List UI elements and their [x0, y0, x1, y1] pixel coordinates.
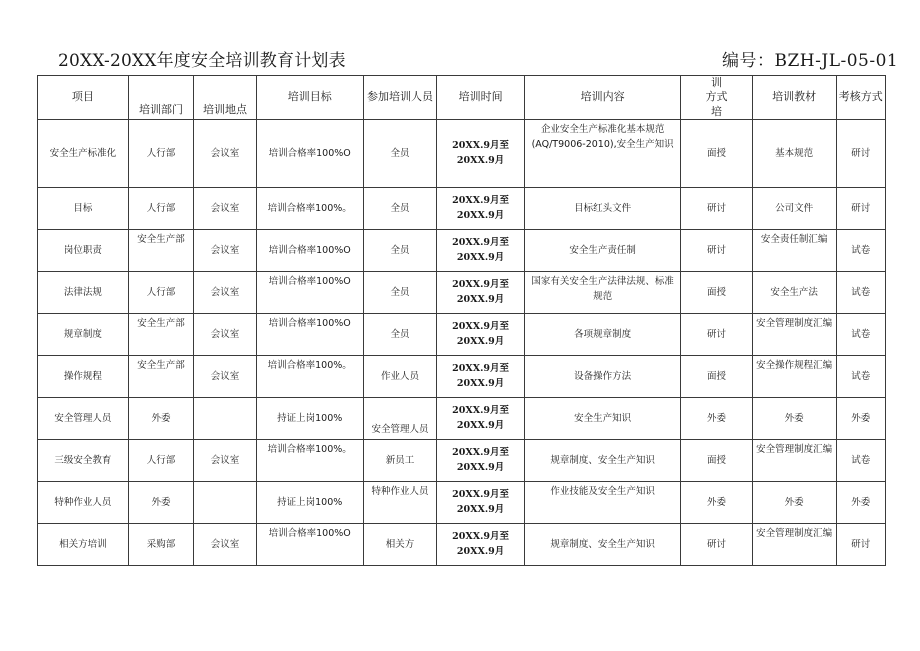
cell-time — [437, 271, 525, 313]
cell-goal: 持证上岗100% — [256, 397, 363, 439]
cell-goal: 培训合格率100%O — [256, 229, 363, 271]
table-header-row — [38, 76, 886, 120]
cell-material: 安全责任制汇编 — [752, 229, 836, 271]
cell-assessment: 试卷 — [836, 313, 885, 355]
cell-dept: 安全生产部 — [128, 355, 194, 397]
cell-dept: 人行部 — [128, 119, 194, 187]
col-header-method: 训 方式 培 — [681, 76, 753, 120]
cell-item: 规章制度 — [38, 313, 129, 355]
cell-dept: 人行部 — [128, 271, 194, 313]
cell-goal: 培训合格率100%。 — [256, 187, 363, 229]
cell-content: 作业技能及安全生产知识 — [524, 481, 680, 523]
cell-dept: 人行部 — [128, 439, 194, 481]
cell-time — [437, 229, 525, 271]
cell-goal: 培训合格率100%。 — [256, 439, 363, 481]
time-start: 20XX.9月至 — [452, 140, 510, 152]
table-row — [38, 229, 886, 271]
cell-material: 安全管理制度汇编 — [752, 313, 836, 355]
time-start: 20XX.9月至 — [452, 531, 510, 543]
cell-assessment: 试卷 — [836, 439, 885, 481]
document-number: 编号：BZH-JL-05-01 — [722, 51, 899, 71]
table-row — [38, 271, 886, 313]
time-start: 20XX.9月至 — [452, 489, 510, 501]
cell-method: 面授 — [681, 271, 753, 313]
cell-place — [194, 397, 257, 439]
cell-place: 会议室 — [194, 523, 257, 565]
time-end: 20XX.9月 — [456, 155, 505, 167]
document-title: 20XX-20XX年度安全培训教育计划表 — [58, 51, 346, 71]
cell-time — [437, 481, 525, 523]
time-end: 20XX.9月 — [456, 546, 505, 558]
cell-content: 国家有关安全生产法律法规、标准规范 — [524, 271, 680, 313]
cell-time — [437, 313, 525, 355]
table-row — [38, 481, 886, 523]
cell-item: 三级安全教育 — [38, 439, 129, 481]
table-row — [38, 313, 886, 355]
time-start: 20XX.9月至 — [452, 363, 510, 375]
cell-content: 目标红头文件 — [524, 187, 680, 229]
cell-time — [437, 397, 525, 439]
cell-method: 面授 — [681, 355, 753, 397]
time-start: 20XX.9月至 — [452, 447, 510, 459]
cell-dept: 外委 — [128, 397, 194, 439]
cell-participants: 特种作业人员 — [363, 481, 437, 523]
cell-dept: 安全生产部 — [128, 229, 194, 271]
cell-material: 外委 — [752, 397, 836, 439]
time-end: 20XX.9月 — [456, 336, 505, 348]
cell-place: 会议室 — [194, 313, 257, 355]
col-header-time: 培训时间 — [437, 76, 525, 120]
col-header-item: 项目 — [38, 76, 129, 120]
cell-assessment: 试卷 — [836, 355, 885, 397]
cell-item: 安全管理人员 — [38, 397, 129, 439]
cell-item: 安全生产标准化 — [38, 119, 129, 187]
cell-place: 会议室 — [194, 271, 257, 313]
cell-content: 安全生产知识 — [524, 397, 680, 439]
cell-material: 安全管理制度汇编 — [752, 523, 836, 565]
cell-item: 相关方培训 — [38, 523, 129, 565]
time-end: 20XX.9月 — [456, 462, 505, 474]
time-start: 20XX.9月至 — [452, 279, 510, 291]
cell-material: 安全管理制度汇编 — [752, 439, 836, 481]
time-end: 20XX.9月 — [456, 420, 505, 432]
time-end: 20XX.9月 — [456, 294, 505, 306]
cell-time — [437, 439, 525, 481]
cell-material: 基本规范 — [752, 119, 836, 187]
cell-content: 规章制度、安全生产知识 — [524, 439, 680, 481]
cell-material: 外委 — [752, 481, 836, 523]
col-header-content: 培训内容 — [524, 76, 680, 120]
cell-method: 面授 — [681, 439, 753, 481]
cell-content: 设备操作方法 — [524, 355, 680, 397]
cell-assessment: 研讨 — [836, 187, 885, 229]
col-header-material: 培训教材 — [752, 76, 836, 120]
table-row — [38, 523, 886, 565]
cell-place: 会议室 — [194, 187, 257, 229]
cell-assessment: 研讨 — [836, 523, 885, 565]
col-header-participants: 参加培训人员 — [363, 76, 437, 120]
cell-dept: 采购部 — [128, 523, 194, 565]
cell-goal: 培训合格率100%O — [256, 119, 363, 187]
cell-place: 会议室 — [194, 229, 257, 271]
cell-goal: 培训合格率100%O — [256, 523, 363, 565]
cell-place: 会议室 — [194, 119, 257, 187]
cell-material: 安全操作规程汇编 — [752, 355, 836, 397]
cell-material: 安全生产法 — [752, 271, 836, 313]
cell-goal: 培训合格率100%O — [256, 271, 363, 313]
cell-participants: 全员 — [363, 271, 437, 313]
cell-participants: 全员 — [363, 119, 437, 187]
cell-dept: 人行部 — [128, 187, 194, 229]
cell-participants: 全员 — [363, 313, 437, 355]
cell-method: 研讨 — [681, 313, 753, 355]
col-header-assessment: 考核方式 — [836, 76, 885, 120]
cell-participants: 作业人员 — [363, 355, 437, 397]
cell-assessment: 试卷 — [836, 271, 885, 313]
time-end: 20XX.9月 — [456, 210, 505, 222]
cell-goal: 培训合格率100%。 — [256, 355, 363, 397]
cell-material: 公司文件 — [752, 187, 836, 229]
time-end: 20XX.9月 — [456, 252, 505, 264]
cell-participants: 全员 — [363, 229, 437, 271]
time-end: 20XX.9月 — [456, 504, 505, 516]
cell-method: 研讨 — [681, 187, 753, 229]
table-row — [38, 355, 886, 397]
cell-method: 研讨 — [681, 229, 753, 271]
cell-dept: 安全生产部 — [128, 313, 194, 355]
cell-item: 岗位职责 — [38, 229, 129, 271]
cell-assessment: 试卷 — [836, 229, 885, 271]
cell-content: 规章制度、安全生产知识 — [524, 523, 680, 565]
cell-time — [437, 187, 525, 229]
cell-participants: 相关方 — [363, 523, 437, 565]
cell-place: 会议室 — [194, 439, 257, 481]
cell-place: 会议室 — [194, 355, 257, 397]
cell-content: 企业安全生产标准化基本规范(AQ/T9006-2010),安全生产知识 — [524, 119, 680, 187]
cell-content: 安全生产责任制 — [524, 229, 680, 271]
cell-time — [437, 119, 525, 187]
cell-method: 面授 — [681, 119, 753, 187]
cell-assessment: 外委 — [836, 481, 885, 523]
cell-goal: 持证上岗100% — [256, 481, 363, 523]
cell-assessment: 外委 — [836, 397, 885, 439]
cell-participants: 新员工 — [363, 439, 437, 481]
cell-participants: 全员 — [363, 187, 437, 229]
time-start: 20XX.9月至 — [452, 195, 510, 207]
cell-content: 各项规章制度 — [524, 313, 680, 355]
col-header-place: 培训地点 — [194, 76, 257, 120]
cell-time — [437, 523, 525, 565]
col-header-dept: 培训部门 — [128, 76, 194, 120]
table-row — [38, 187, 886, 229]
cell-place — [194, 481, 257, 523]
time-start: 20XX.9月至 — [452, 405, 510, 417]
training-plan-table — [37, 75, 886, 566]
time-start: 20XX.9月至 — [452, 321, 510, 333]
cell-participants: 安全管理人员 — [363, 397, 437, 439]
cell-method: 研讨 — [681, 523, 753, 565]
col-header-goal: 培训目标 — [256, 76, 363, 120]
cell-time — [437, 355, 525, 397]
cell-item: 法律法规 — [38, 271, 129, 313]
cell-dept: 外委 — [128, 481, 194, 523]
time-start: 20XX.9月至 — [452, 237, 510, 249]
cell-goal: 培训合格率100%O — [256, 313, 363, 355]
time-end: 20XX.9月 — [456, 378, 505, 390]
cell-method: 外委 — [681, 397, 753, 439]
table-row — [38, 397, 886, 439]
cell-item: 特种作业人员 — [38, 481, 129, 523]
cell-method: 外委 — [681, 481, 753, 523]
cell-assessment: 研讨 — [836, 119, 885, 187]
table-row — [38, 119, 886, 187]
cell-item: 目标 — [38, 187, 129, 229]
cell-item: 操作规程 — [38, 355, 129, 397]
table-row — [38, 439, 886, 481]
